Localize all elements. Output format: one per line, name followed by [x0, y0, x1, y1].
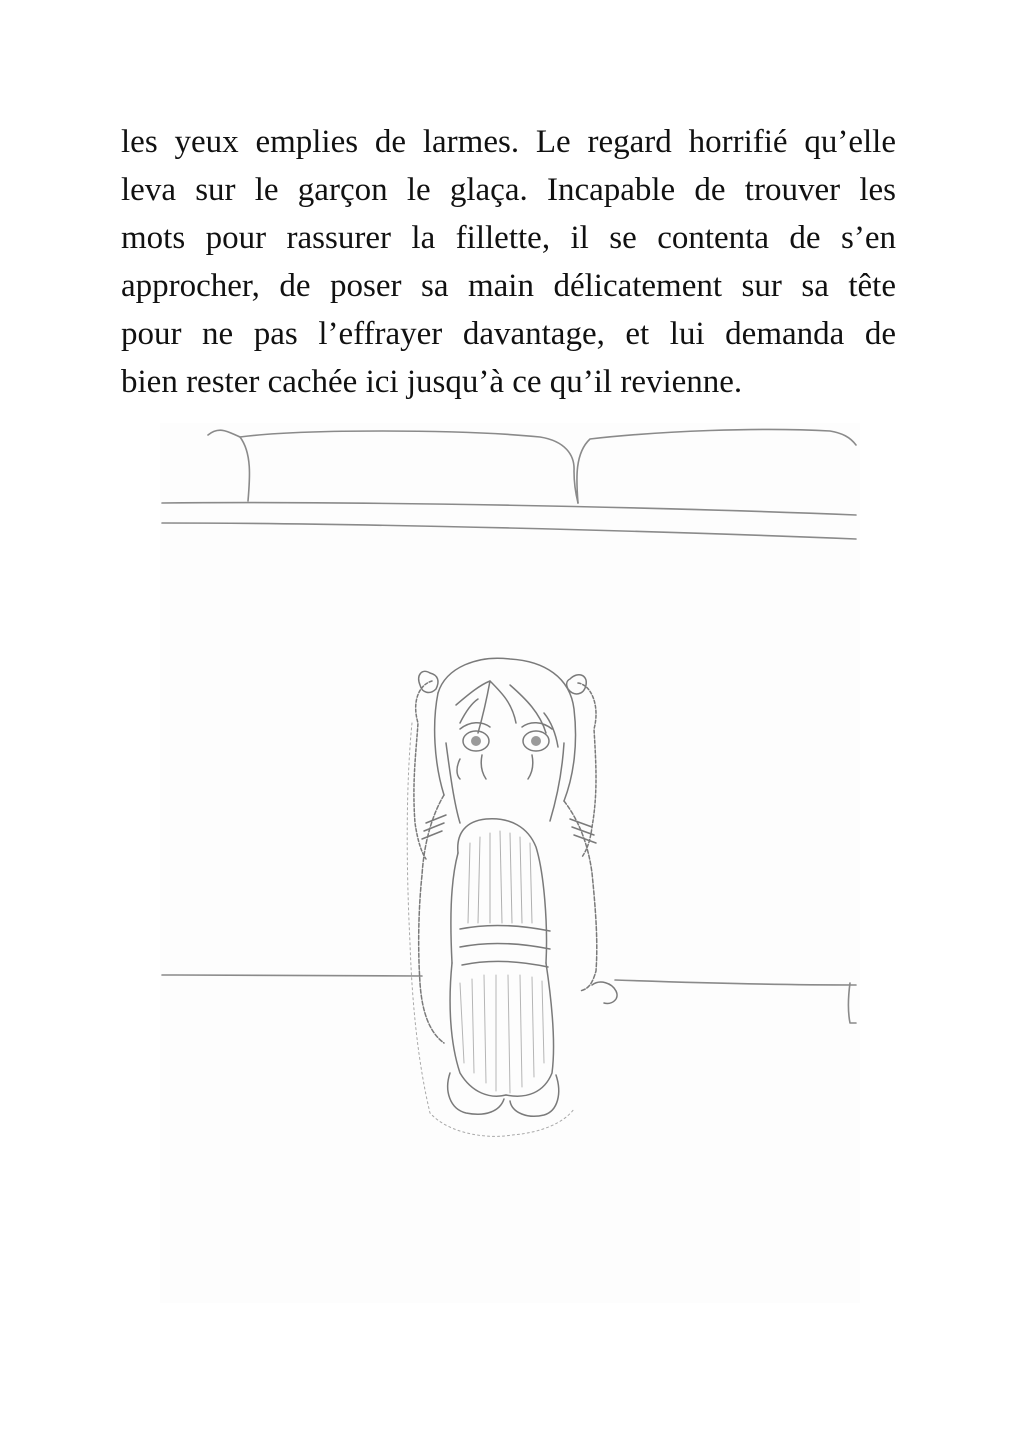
sofa-cushion-right — [577, 429, 856, 503]
paragraph-line-6: bien rester cachée ici jusqu’à ce qu’il revienne. — [121, 364, 743, 400]
girl-sketch-svg — [160, 423, 860, 1303]
head-outline — [438, 658, 576, 801]
paragraph-line-2: leva sur le garçon le glaça. Incapable de trouver les — [121, 172, 896, 208]
knees — [458, 819, 547, 963]
paragraph-line-5: pour ne pas l’effrayer davantage, et lui demanda de — [121, 316, 896, 352]
hand-on-floor — [592, 982, 617, 1003]
pencil-illustration — [160, 423, 860, 1303]
sash — [460, 925, 550, 931]
story-paragraph — [121, 118, 896, 406]
sofa-cushion-left — [208, 430, 578, 503]
girl-figure — [407, 658, 617, 1136]
floor-line — [162, 975, 422, 976]
paragraph-line-3: mots pour rassurer la fillette, il se contenta de s’en — [121, 220, 896, 256]
paragraph-line-4: approcher, de poser sa main délicatement sur sa tête — [121, 268, 896, 304]
sofa-seat-line — [162, 503, 856, 515]
paragraph-line-1: les yeux emplies de larmes. Le regard horrifié qu’elle — [121, 124, 896, 160]
